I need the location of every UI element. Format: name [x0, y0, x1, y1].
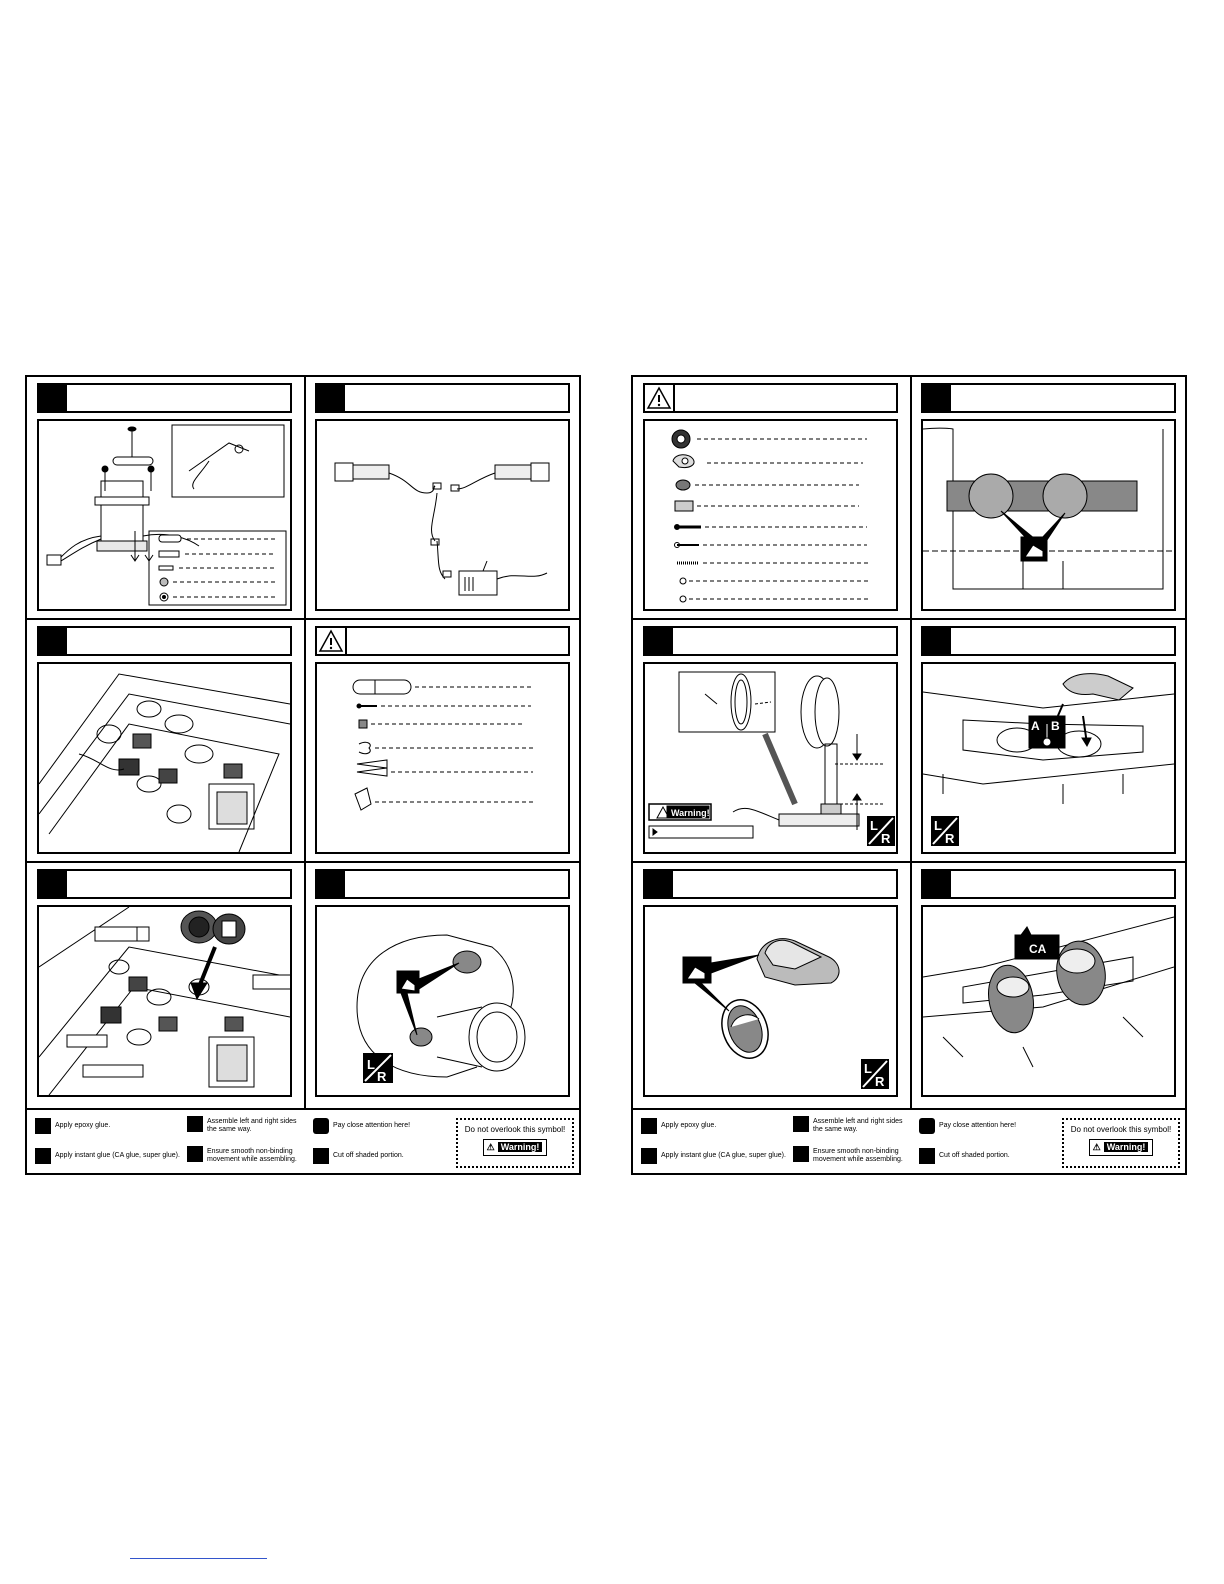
step-number-box	[645, 628, 673, 654]
step-parts-warning	[305, 620, 581, 862]
wing-hatch-illustration	[921, 419, 1176, 611]
lr-left-letter: L	[864, 1061, 872, 1076]
overlook-box	[1062, 1118, 1180, 1168]
step-number-box	[39, 628, 67, 654]
overlook-box	[456, 1118, 574, 1168]
gear-parts-list-illustration	[643, 419, 898, 611]
ca-glue-icon	[641, 1148, 657, 1164]
hyperlink-underline[interactable]	[130, 1558, 267, 1559]
ca-label: CA	[1029, 942, 1047, 956]
step-header	[921, 869, 1176, 899]
symbol-b: B	[1051, 719, 1060, 733]
lr-right-letter: R	[875, 1074, 885, 1089]
legend-attention-text: Pay close attention here!	[333, 1122, 411, 1129]
gear-door-ca-illustration	[921, 905, 1176, 1097]
step-number-box	[39, 871, 67, 897]
step-wheel-install	[27, 863, 303, 1105]
lr-left-letter: L	[870, 818, 878, 833]
step-number-box	[923, 628, 951, 654]
legend-attention-text: Pay close attention here!	[939, 1122, 1017, 1129]
lr-right-letter: R	[377, 1069, 387, 1084]
legend-smooth-text: Ensure smooth non-binding movement while assembling.	[207, 1148, 297, 1163]
lr-left-letter: L	[367, 1057, 375, 1072]
step-gear-door-ca	[911, 863, 1187, 1105]
legend-ca-text: Apply instant glue (CA glue, super glue).	[661, 1152, 786, 1159]
gear-door-illustration	[643, 905, 898, 1097]
lr-right-letter: R	[945, 831, 955, 846]
warning-badge-text: Warning!	[498, 1142, 543, 1152]
epoxy-glue-icon	[35, 1118, 51, 1134]
instruction-page-left	[25, 375, 581, 1175]
step-number-box	[923, 871, 951, 897]
step-number-box	[317, 871, 345, 897]
left-right-icon	[187, 1116, 203, 1132]
step-y-harness	[305, 377, 581, 619]
warning-label: Warning!	[671, 808, 710, 818]
wing-servo-bay-illustration	[37, 662, 292, 854]
legend-cutoff-text: Cut off shaded portion.	[939, 1152, 1010, 1159]
warning-triangle-icon: ⚠	[486, 1142, 495, 1152]
smooth-movement-icon	[793, 1146, 809, 1162]
overlook-title: Do not overlook this symbol!	[1070, 1125, 1172, 1134]
step-number-box	[39, 385, 67, 411]
warning-badge	[1089, 1139, 1154, 1156]
step-number-box	[923, 385, 951, 411]
step-landing-gear	[633, 620, 909, 862]
step-header	[37, 626, 292, 656]
cut-off-icon	[313, 1148, 329, 1164]
nacelle-illustration	[315, 905, 570, 1097]
landing-gear-illustration	[643, 662, 898, 854]
step-header	[643, 626, 898, 656]
step-number-box	[645, 871, 673, 897]
wheel-well-ab-illustration	[921, 662, 1176, 854]
ca-glue-icon	[35, 1148, 51, 1164]
step-wing-hatch	[911, 377, 1187, 619]
step-header	[315, 626, 570, 656]
smooth-movement-icon	[187, 1146, 203, 1162]
symbol-legend	[27, 1110, 579, 1173]
wheel-install-illustration	[37, 905, 292, 1097]
legend-epoxy-text: Apply epoxy glue.	[661, 1122, 717, 1129]
step-servo-install	[27, 620, 303, 862]
legend-ca-text: Apply instant glue (CA glue, super glue).	[55, 1152, 180, 1159]
overlook-title: Do not overlook this symbol!	[464, 1125, 566, 1134]
warning-triangle-icon	[645, 385, 675, 411]
step-number-box	[317, 385, 345, 411]
epoxy-glue-icon	[641, 1118, 657, 1134]
legend-cutoff-text: Cut off shaded portion.	[333, 1152, 404, 1159]
legend-smooth-text: Ensure smooth non-binding movement while assembling.	[813, 1148, 903, 1163]
step-header	[643, 383, 898, 413]
symbol-a: A	[1031, 719, 1040, 733]
legend-lr-text: Assemble left and right sides the same way.	[207, 1118, 297, 1133]
legend-lr-text: Assemble left and right sides the same way.	[813, 1118, 903, 1133]
warning-triangle-icon	[317, 628, 347, 654]
step-header	[921, 383, 1176, 413]
step-servo-assembly	[27, 377, 303, 619]
step-header	[643, 869, 898, 899]
cut-off-icon	[919, 1148, 935, 1164]
step-header	[37, 869, 292, 899]
step-gear-door-cutoff	[633, 863, 909, 1105]
warning-triangle-icon: ⚠	[1092, 1142, 1101, 1152]
step-header	[37, 383, 292, 413]
warning-badge	[483, 1139, 548, 1156]
instruction-page-right	[631, 375, 1187, 1175]
step-header	[315, 869, 570, 899]
step-gear-parts-warning	[633, 377, 909, 619]
left-right-icon	[793, 1116, 809, 1132]
symbol-legend	[633, 1110, 1185, 1173]
warning-badge-text: Warning!	[1104, 1142, 1149, 1152]
lr-right-letter: R	[881, 831, 891, 846]
servo-parts-illustration	[37, 419, 292, 611]
legend-epoxy-text: Apply epoxy glue.	[55, 1122, 111, 1129]
step-header	[315, 383, 570, 413]
step-wheel-well-ab	[911, 620, 1187, 862]
attention-hand-icon	[919, 1118, 935, 1134]
step-header	[921, 626, 1176, 656]
lr-left-letter: L	[934, 818, 942, 833]
step-nacelle-glue	[305, 863, 581, 1105]
parts-list-illustration	[315, 662, 570, 854]
attention-hand-icon	[313, 1118, 329, 1134]
y-harness-illustration	[315, 419, 570, 611]
